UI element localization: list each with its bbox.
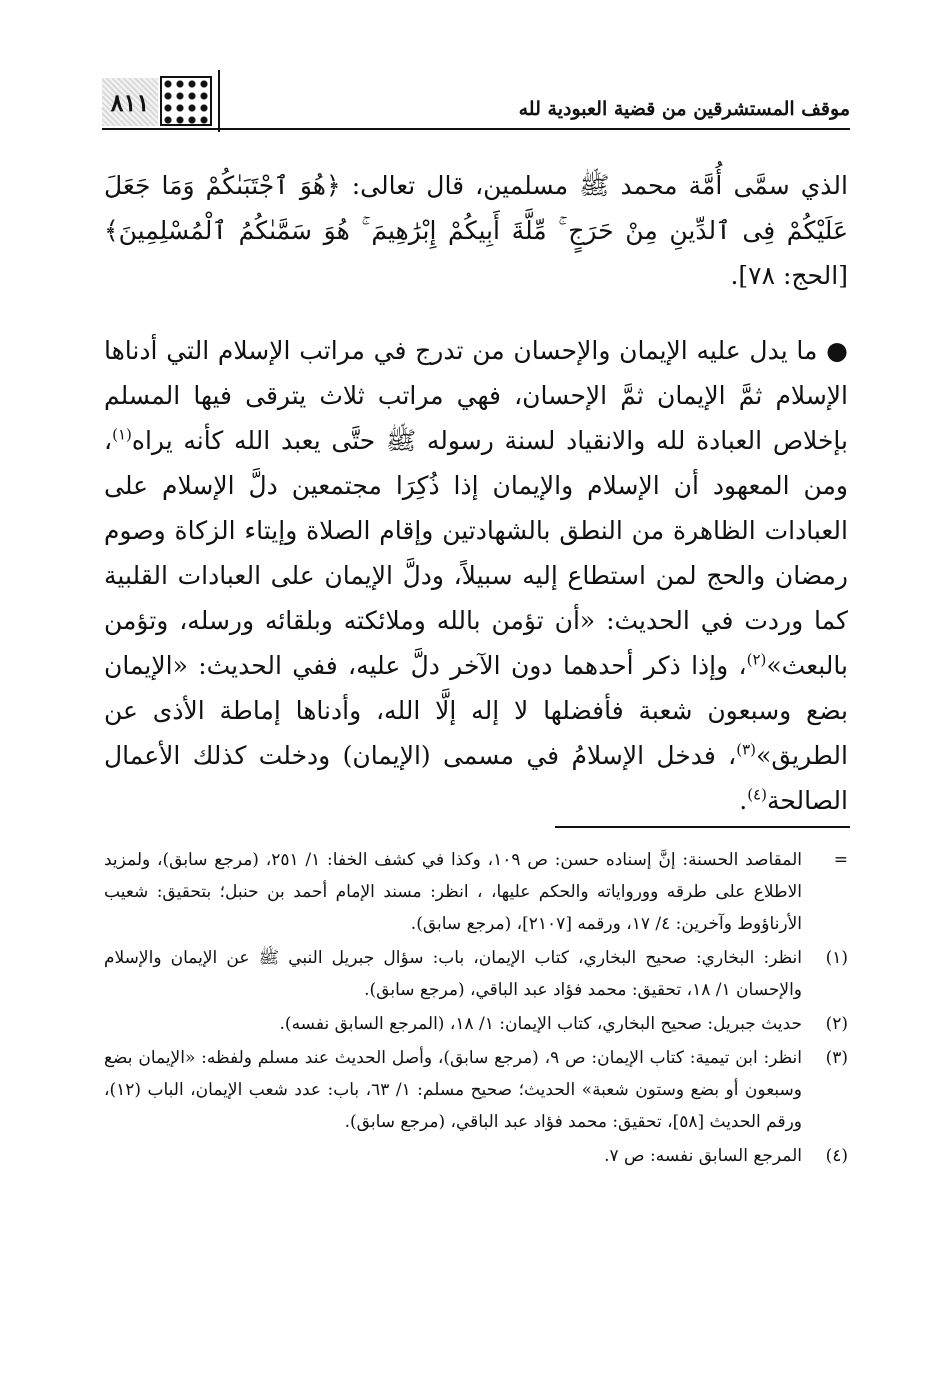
- paragraph-2-end: .: [739, 786, 748, 815]
- paragraph-2-part-a: ● ما يدل عليه الإيمان والإحسان من تدرج في مراتب الإسلام التي أدناها الإسلام ثمَّ الإيمان ثمَّ الإحسان، فهي مراتب ثلاث يترقى فيها المسلم بإخلاص العبادة لله والانقياد لسنة رسوله ﷺ حتَّى يعبد الله كأنه يراه: [104, 336, 848, 455]
- paragraph-2-part-d: ، فدخل الإسلامُ في مسمى (الإيمان) ودخلت كذلك الأعمال الصالحة: [104, 741, 848, 815]
- footnote-ref-1[interactable]: (١): [112, 425, 132, 444]
- footnote-marker: (٤): [825, 1146, 848, 1166]
- footnote-continuation: [104, 844, 848, 940]
- footnote-marker: (١): [825, 948, 848, 968]
- paragraph-2-part-c: ، وإذا ذكر أحدهما دون الآخر دلَّ عليه، ففي الحديث: «الإيمان بضع وسبعون شعبة فأفضلها لا إله إلَّا الله، وأدناها إماطة الأذى عن الطريق»: [104, 651, 848, 770]
- footnote-text: انظر: ابن تيمية: كتاب الإيمان: ص ٩، (مرجع سابق)، وأصل الحديث عند مسلم ولفظه: «الإيمان بضع وسبعون أو بضع وستون شعبة» الحديث؛ صحيح مسلم: ١/ ٦٣، باب: عدد شعب الإيمان، الباب (١٢)، ورقم الحديث [٥٨]، تحقيق: محمد فؤاد عبد الباقي، (مرجع سابق).: [104, 1048, 802, 1132]
- footnote-3: [104, 1042, 848, 1138]
- footnote-4: [104, 1140, 848, 1172]
- header-rule: [102, 128, 850, 130]
- footnote-text: المقاصد الحسنة: إنَّ إسناده حسن: ص ١٠٩، وكذا في كشف الخفا: ١/ ٢٥١، (مرجع سابق)، ولمزيد الاطلاع على طرقه وورواياته والحكم عليها، ، انظر: مسند الإمام أحمد بن حنبل؛ بتحقيق: شعيب الأرناؤوط وآخرين: ٤/ ١٧، ورقمه [٢١٠٧]، (مرجع سابق).: [104, 850, 803, 934]
- footnote-marker: =: [833, 850, 848, 870]
- footnote-text: انظر: البخاري: صحيح البخاري، كتاب الإيمان، باب: سؤال جبريل النبي ﷺ عن الإيمان والإسلام والإحسان ١/ ١٨، تحقيق: محمد فؤاد عبد الباقي، (مرجع سابق).: [104, 948, 802, 1000]
- footnote-text: حديث جبريل: صحيح البخاري، كتاب الإيمان: ١/ ١٨، (المرجع السابق نفسه).: [279, 1014, 802, 1034]
- footnote-separator: [555, 826, 850, 828]
- page-number: ٨١١: [102, 78, 158, 126]
- footnote-marker: (٢): [825, 1014, 848, 1034]
- main-text: [104, 163, 848, 823]
- page-header: [102, 70, 850, 130]
- ornament-icon: [160, 76, 212, 126]
- footnote-ref-4[interactable]: (٤): [747, 785, 767, 804]
- paragraph-2-part-b: ، ومن المعهود أن الإسلام والإيمان إذا ذُكِرَا مجتمعين دلَّ الإسلام على العبادات الظاهرة من النطق بالشهادتين وإقام الصلاة وإيتاء الزكاة وصوم رمضان والحج لمن استطاع إليه سبيلاً، ودلَّ الإيمان على العبادات القلبية كما وردت في الحديث: «أن تؤمن بالله وملائكته وبلقائه ورسله، وتؤمن بالبعث»: [104, 426, 848, 680]
- footnote-ref-2[interactable]: (٢): [746, 650, 767, 669]
- footnote-marker: (٣): [825, 1048, 848, 1068]
- footnote-text: المرجع السابق نفسه: ص ٧.: [604, 1146, 802, 1166]
- paragraph-1: الذي سمَّى أُمَّة محمد ﷺ مسلمين، قال تعالى: ﴿هُوَ ٱجْتَبَىٰكُمْ وَمَا جَعَلَ عَلَيْكُمْ فِى ٱلدِّينِ مِنْ حَرَجٍ ۚ مِّلَّةَ أَبِيكُمْ إِبْرَٰهِيمَ ۚ هُوَ سَمَّىٰكُمُ ٱلْمُسْلِمِينَ﴾ [الحج: ٧٨].: [104, 171, 848, 290]
- footnotes: [104, 844, 848, 1174]
- footnote-ref-3[interactable]: (٣): [736, 740, 757, 759]
- running-title: موقف المستشرقين من قضية العبودية لله: [518, 98, 850, 120]
- paragraph-2: [104, 328, 848, 823]
- footnote-1: [104, 942, 848, 1006]
- header-divider: [218, 70, 220, 132]
- footnote-2: [104, 1008, 848, 1040]
